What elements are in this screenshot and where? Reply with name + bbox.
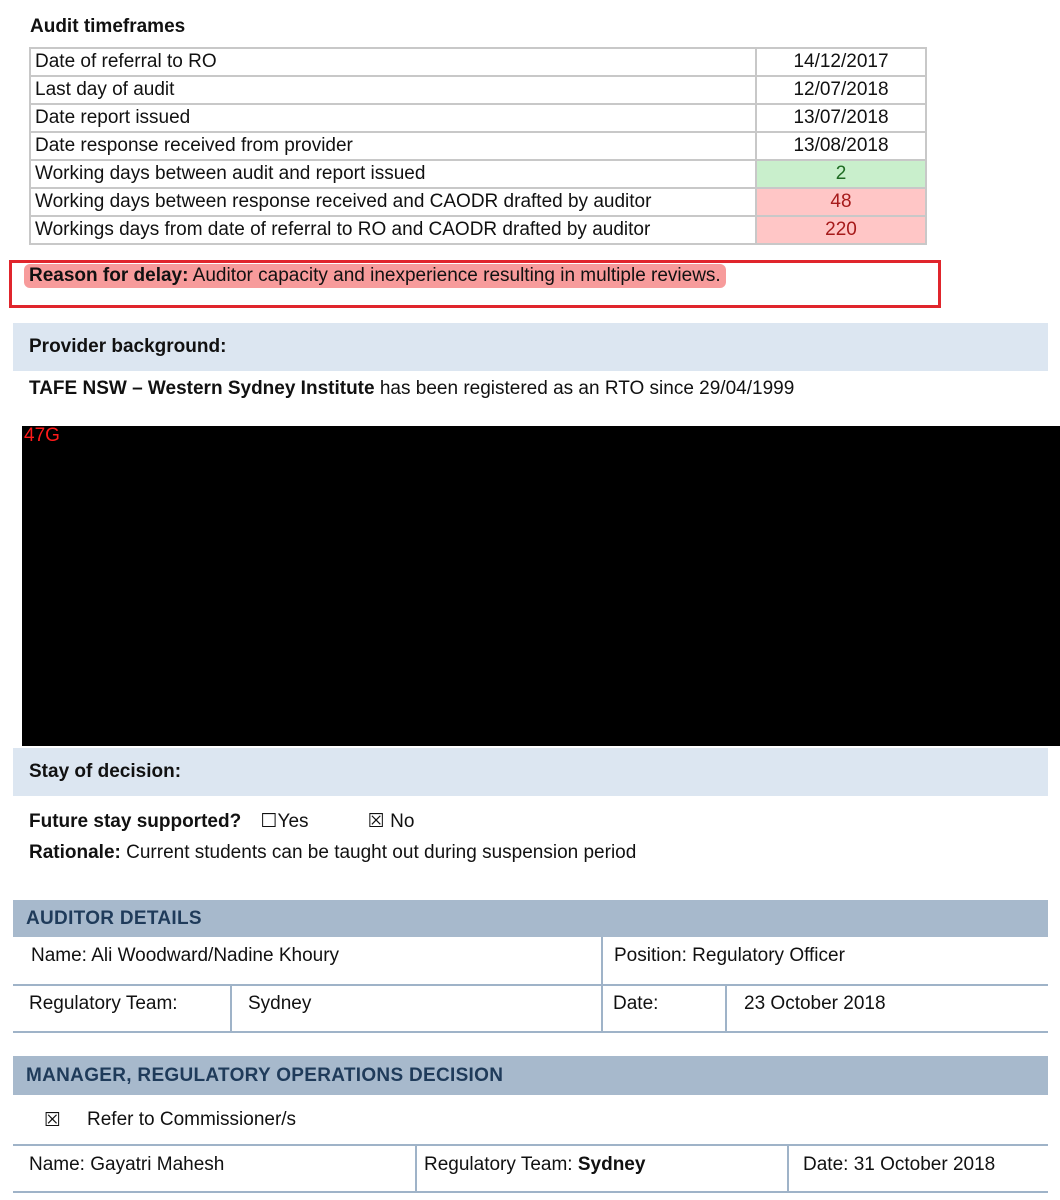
no-label: No: [390, 811, 415, 832]
provider-background-heading: Provider background:: [13, 323, 1048, 371]
divider: [13, 1031, 1048, 1033]
future-stay-row: [29, 810, 414, 833]
manager-date: Date: 31 October 2018: [803, 1154, 996, 1175]
row-value: 12/07/2018: [756, 76, 926, 104]
row-value: 14/12/2017: [756, 48, 926, 76]
row-value-red: 220: [756, 216, 926, 244]
table-row: [30, 216, 926, 244]
no-option[interactable]: [368, 810, 415, 833]
checkbox-unchecked-icon[interactable]: ☐: [260, 811, 278, 832]
row-label: Date of referral to RO: [30, 48, 756, 76]
row-label: Working days between audit and report issued: [30, 160, 756, 188]
stay-of-decision-heading: Stay of decision:: [13, 748, 1048, 796]
rationale-label: Rationale:: [29, 842, 121, 863]
divider: [13, 1144, 1048, 1146]
auditor-details-heading: AUDITOR DETAILS: [13, 900, 1048, 937]
provider-registration: has been registered as an RTO since 29/04/1999: [374, 378, 795, 399]
divider: [230, 986, 232, 1033]
yes-label: Yes: [277, 811, 309, 832]
manager-name: Name: Gayatri Mahesh: [29, 1154, 225, 1175]
manager-team-label: Regulatory Team:: [424, 1154, 578, 1175]
table-row: [30, 104, 926, 132]
row-value: 13/07/2018: [756, 104, 926, 132]
table-row: [30, 76, 926, 104]
row-label: Workings days from date of referral to RO and CAODR drafted by auditor: [30, 216, 756, 244]
manager-team-value: Sydney: [577, 1154, 646, 1175]
redaction-code: 47G: [24, 425, 60, 446]
refer-label: Refer to Commissioner/s: [87, 1109, 297, 1130]
delay-label: Reason for delay:: [29, 265, 189, 286]
row-label: Date response received from provider: [30, 132, 756, 160]
row-label: Working days between response received and CAODR drafted by auditor: [30, 188, 756, 216]
rationale-row: [29, 842, 636, 864]
row-value: 13/08/2018: [756, 132, 926, 160]
provider-statement: [29, 378, 794, 400]
divider: [13, 1191, 1048, 1193]
table-row: [30, 188, 926, 216]
auditor-team-label: Regulatory Team:: [29, 993, 178, 1014]
divider: [415, 1146, 417, 1193]
divider: [13, 984, 1048, 986]
delay-reason: Auditor capacity and inexperience resulting in multiple reviews.: [188, 265, 721, 286]
yes-option[interactable]: [260, 810, 308, 833]
reason-for-delay: [24, 264, 726, 288]
auditor-position: Position: Regulatory Officer: [614, 945, 845, 966]
table-row: [30, 160, 926, 188]
divider: [725, 986, 727, 1033]
divider: [787, 1146, 789, 1193]
row-label: Date report issued: [30, 104, 756, 132]
divider: [601, 937, 603, 1033]
table-row: [30, 132, 926, 160]
row-value-red: 48: [756, 188, 926, 216]
auditor-name: Name: Ali Woodward/Nadine Khoury: [31, 945, 340, 966]
checkbox-checked-icon[interactable]: ☒: [367, 811, 385, 832]
auditor-team-value: Sydney: [248, 993, 312, 1014]
rationale-text: Current students can be taught out during suspension period: [120, 842, 637, 863]
auditor-date-label: Date:: [613, 993, 659, 1014]
refer-checkbox-checked-icon[interactable]: ☒: [44, 1110, 62, 1131]
redacted-block: [22, 426, 1060, 746]
row-label: Last day of audit: [30, 76, 756, 104]
future-stay-question: Future stay supported?: [29, 811, 242, 832]
table-row: [30, 48, 926, 76]
auditor-date-value: 23 October 2018: [744, 993, 886, 1014]
provider-name: TAFE NSW – Western Sydney Institute: [29, 378, 375, 399]
manager-team: [424, 1154, 645, 1176]
row-value-green: 2: [756, 160, 926, 188]
audit-timeframes-table: [29, 47, 927, 245]
audit-timeframes-title: Audit timeframes: [30, 16, 186, 37]
manager-decision-heading: MANAGER, REGULATORY OPERATIONS DECISION: [13, 1056, 1048, 1095]
